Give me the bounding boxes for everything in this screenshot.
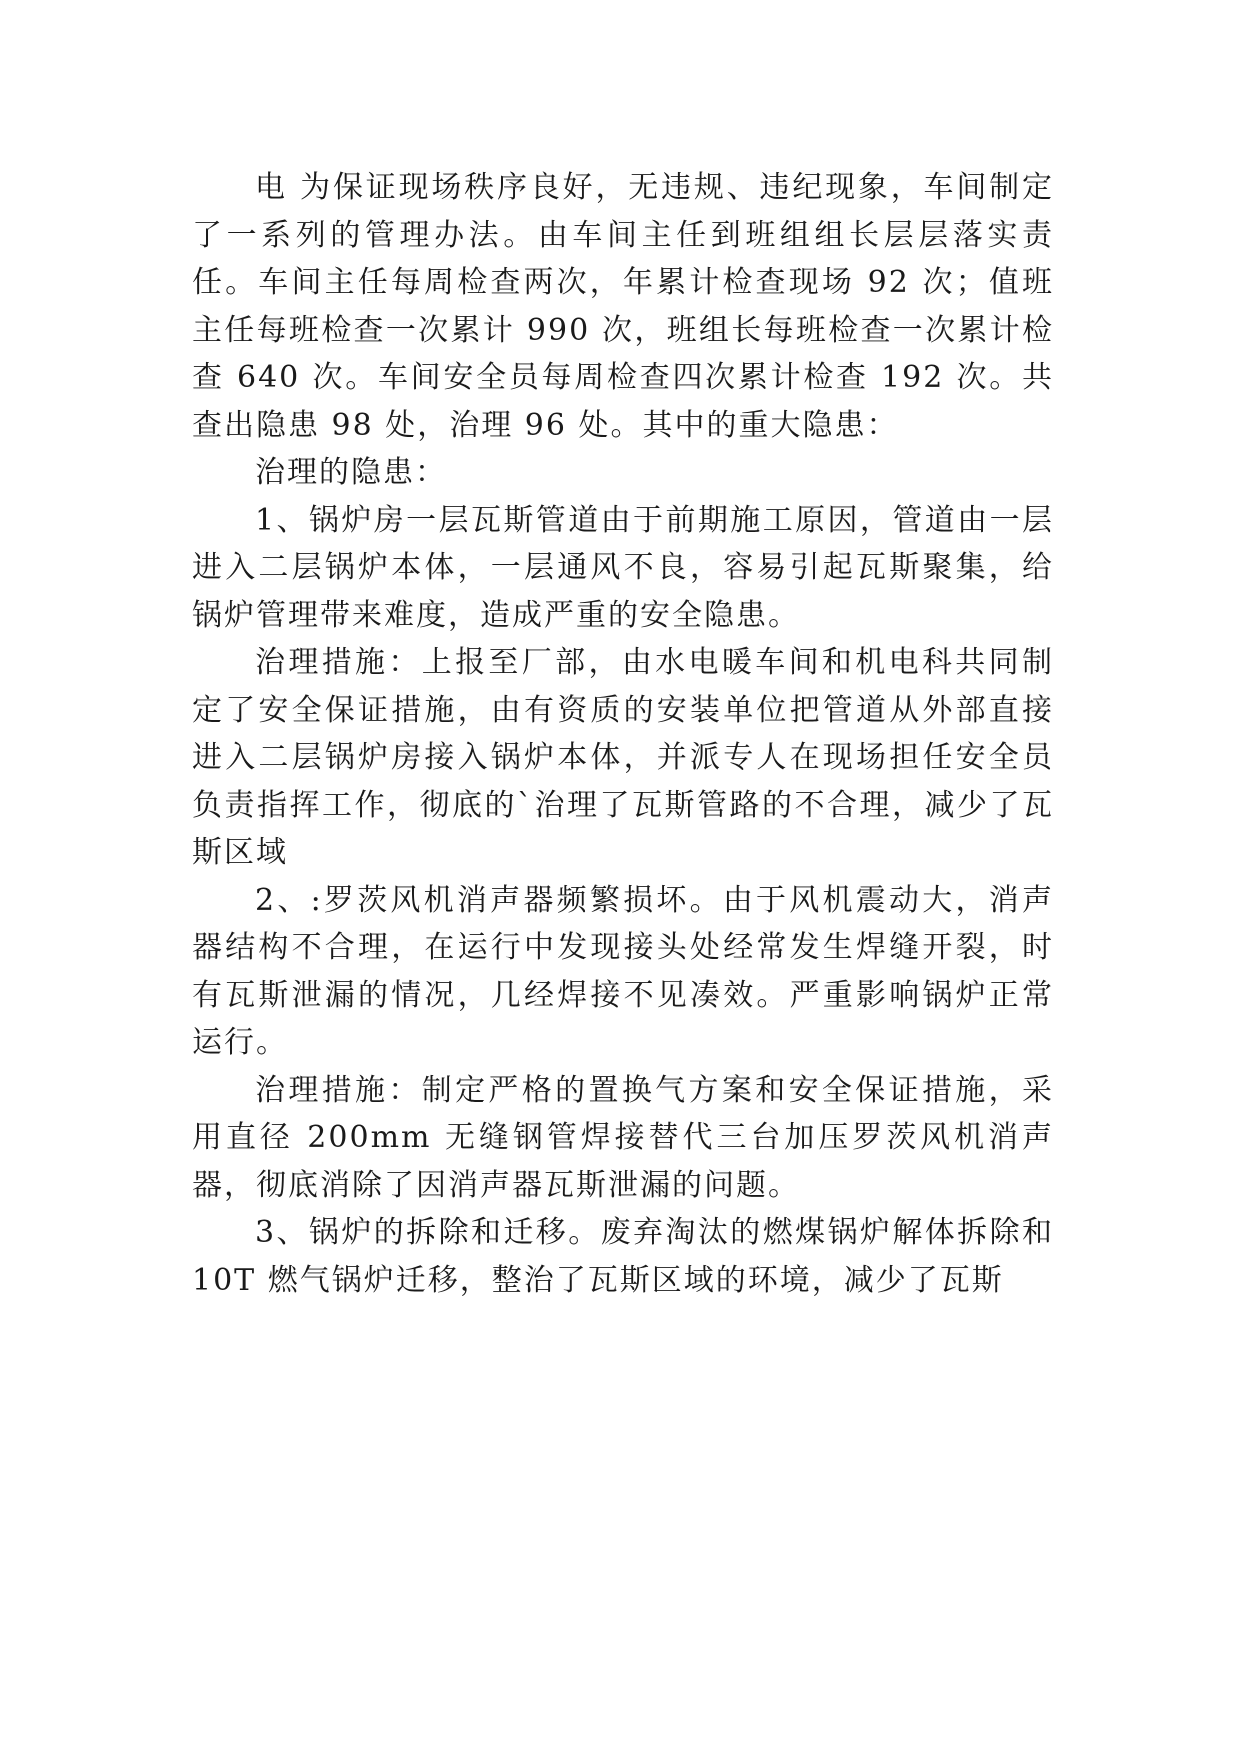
paragraph-hazard-1: 1、锅炉房一层瓦斯管道由于前期施工原因，管道由一层进入二层锅炉本体，一层通风不良，容易引起瓦斯聚集，给锅炉管理带来难度，造成严重的安全隐患。 bbox=[192, 502, 1054, 633]
paragraph-hazards-heading: 治理的隐患： bbox=[255, 455, 447, 490]
paragraph-hazard-2: 2、:罗茨风机消声器频繁损坏。由于风机震动大，消声器结构不合理，在运行中发现接头处经常发生焊缝开裂，时有瓦斯泄漏的情况，几经焊接不见凑效。严重影响锅炉正常运行。 bbox=[192, 882, 1054, 1060]
paragraph-inspection-summary: 电 为保证现场秩序良好，无违规、违纪现象，车间制定了一系列的管理办法。由车间主任到班组组长层层落实责任。车间主任每周检查两次，年累计检查现场 92 次；值班主任每班检查一次累计 990 次，班组长每班检查一次累计检查 640 次。车间安全员每周检查四次累计检查 192 次。共查出隐患 98 处，治理 96 处。其中的重大隐患： bbox=[192, 170, 1054, 443]
paragraph-measure-1: 治理措施：上报至厂部，由水电暖车间和机电科共同制定了安全保证措施，由有资质的安装单位把管道从外部直接进入二层锅炉房接入锅炉本体，并派专人在现场担任安全员负责指挥工作，彻底的`治理了瓦斯管路的不合理，减少了瓦斯区域 bbox=[192, 645, 1054, 870]
document-body bbox=[192, 164, 1054, 1304]
paragraph-hazard-3: 3、锅炉的拆除和迁移。废弃淘汰的燃煤锅炉解体拆除和 10T 燃气锅炉迁移，整治了瓦斯区域的环境，减少了瓦斯 bbox=[192, 1215, 1054, 1298]
paragraph-measure-2: 治理措施：制定严格的置换气方案和安全保证措施，采用直径 200mm 无缝钢管焊接替代三台加压罗茨风机消声器，彻底消除了因消声器瓦斯泄漏的问题。 bbox=[192, 1072, 1054, 1203]
